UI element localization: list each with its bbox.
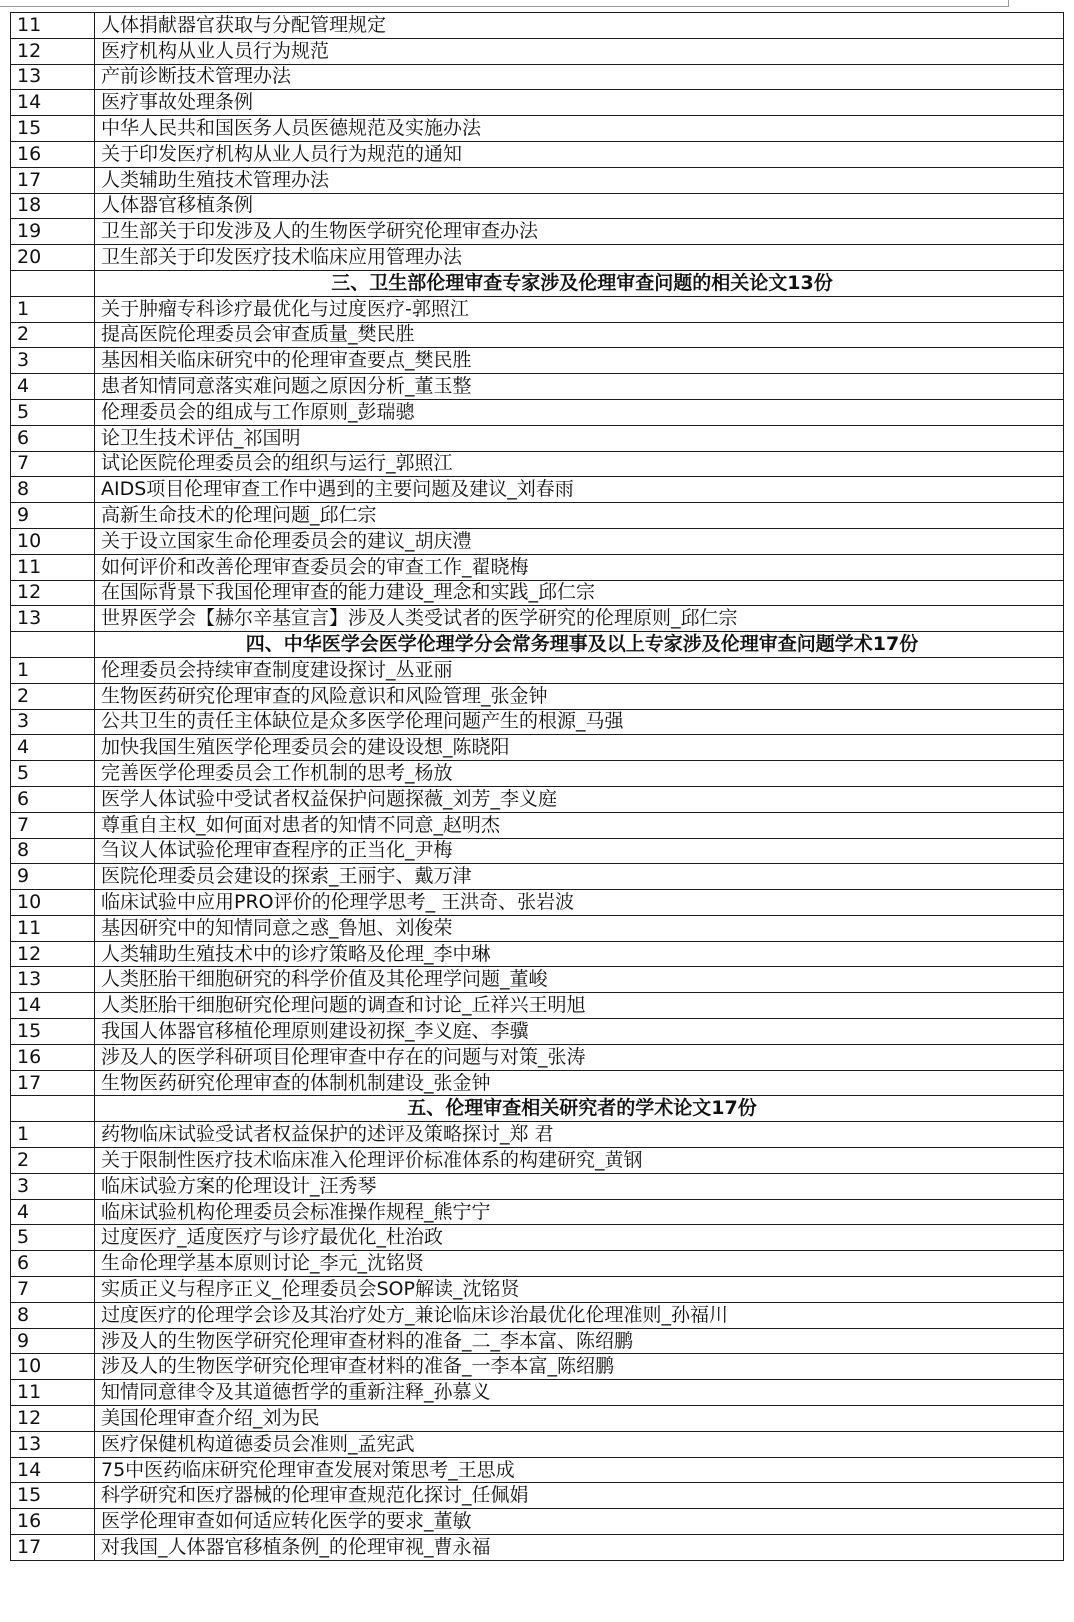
row-number: 3 (11, 348, 95, 374)
row-number: 6 (11, 786, 95, 812)
table-row (11, 528, 1064, 554)
row-title: 在国际背景下我国伦理审查的能力建设_理念和实践_邱仁宗 (95, 580, 1064, 606)
row-number: 13 (11, 606, 95, 632)
row-title: 知情同意律令及其道德哲学的重新注释_孙慕义 (95, 1380, 1064, 1406)
table-row (11, 580, 1064, 606)
table-row (11, 1354, 1064, 1380)
row-number: 16 (11, 1044, 95, 1070)
row-title: 临床试验方案的伦理设计_汪秀琴 (95, 1173, 1064, 1199)
table-row (11, 348, 1064, 374)
table-row (11, 1251, 1064, 1277)
table-row (11, 193, 1064, 219)
table-row (11, 554, 1064, 580)
row-title: 实质正义与程序正义_伦理委员会SOP解读_沈铭贤 (95, 1277, 1064, 1303)
table-row (11, 219, 1064, 245)
row-title: 医学伦理审查如何适应转化医学的要求_董敏 (95, 1509, 1064, 1535)
row-title: 关于限制性医疗技术临床准入伦理评价标准体系的构建研究_黄钢 (95, 1148, 1064, 1174)
table-row (11, 503, 1064, 529)
table-row (11, 477, 1064, 503)
table-row (11, 1483, 1064, 1509)
table-row (11, 1070, 1064, 1096)
table-row (11, 709, 1064, 735)
table-row (11, 38, 1064, 64)
row-title: AIDS项目伦理审查工作中遇到的主要问题及建议_刘春雨 (95, 477, 1064, 503)
row-title: 试论医院伦理委员会的组织与运行_郭照江 (95, 451, 1064, 477)
row-title: 关于印发医疗机构从业人员行为规范的通知 (95, 141, 1064, 167)
table-row (11, 425, 1064, 451)
table-row (11, 606, 1064, 632)
row-title: 对我国_人体器官移植条例_的伦理审视_曹永福 (95, 1535, 1064, 1561)
row-number: 4 (11, 1199, 95, 1225)
table-row (11, 761, 1064, 787)
row-number: 15 (11, 116, 95, 142)
table-row (11, 1173, 1064, 1199)
row-number: 9 (11, 864, 95, 890)
table-row (11, 941, 1064, 967)
row-title: 完善医学伦理委员会工作机制的思考_杨放 (95, 761, 1064, 787)
row-title: 人体器官移植条例 (95, 193, 1064, 219)
section-heading-row (11, 270, 1064, 296)
row-number: 13 (11, 64, 95, 90)
section-heading-number-cell (11, 270, 95, 296)
table-row (11, 374, 1064, 400)
row-title: 医疗机构从业人员行为规范 (95, 38, 1064, 64)
row-title: 医疗事故处理条例 (95, 90, 1064, 116)
row-title: 卫生部关于印发医疗技术临床应用管理办法 (95, 245, 1064, 271)
row-number: 7 (11, 1277, 95, 1303)
row-number: 3 (11, 709, 95, 735)
section-heading: 五、伦理审查相关研究者的学术论文17份 (95, 1096, 1064, 1122)
row-number: 14 (11, 993, 95, 1019)
row-title: 基因研究中的知情同意之惑_鲁旭、刘俊荣 (95, 915, 1064, 941)
row-title: 临床试验机构伦理委员会标准操作规程_熊宁宁 (95, 1199, 1064, 1225)
row-number: 11 (11, 554, 95, 580)
table-row (11, 786, 1064, 812)
row-number: 11 (11, 1380, 95, 1406)
row-title: 涉及人的生物医学研究伦理审查材料的准备_二_李本富、陈绍鹏 (95, 1328, 1064, 1354)
table-row (11, 141, 1064, 167)
row-title: 我国人体器官移植伦理原则建设初探_李义庭、李骥 (95, 1019, 1064, 1045)
section-heading-number-cell (11, 1096, 95, 1122)
row-number: 16 (11, 1509, 95, 1535)
row-title: 产前诊断技术管理办法 (95, 64, 1064, 90)
table-row (11, 116, 1064, 142)
row-number: 10 (11, 528, 95, 554)
table-row (11, 1457, 1064, 1483)
table-row (11, 1302, 1064, 1328)
table-row (11, 864, 1064, 890)
row-number: 14 (11, 1457, 95, 1483)
row-number: 2 (11, 322, 95, 348)
table-row (11, 812, 1064, 838)
table-row (11, 657, 1064, 683)
row-number: 3 (11, 1173, 95, 1199)
section-heading-number-cell (11, 632, 95, 658)
row-number: 6 (11, 425, 95, 451)
row-title: 临床试验中应用PRO评价的伦理学思考_ 王洪奇、张岩波 (95, 890, 1064, 916)
row-number: 8 (11, 477, 95, 503)
row-number: 15 (11, 1483, 95, 1509)
row-number: 13 (11, 967, 95, 993)
row-number: 5 (11, 761, 95, 787)
table-row (11, 245, 1064, 271)
row-title: 世界医学会【赫尔辛基宣言】涉及人类受试者的医学研究的伦理原则_邱仁宗 (95, 606, 1064, 632)
row-title: 涉及人的医学科研项目伦理审查中存在的问题与对策_张涛 (95, 1044, 1064, 1070)
row-title: 基因相关临床研究中的伦理审查要点_樊民胜 (95, 348, 1064, 374)
row-number: 1 (11, 296, 95, 322)
row-number: 16 (11, 141, 95, 167)
row-number: 7 (11, 451, 95, 477)
table-row (11, 90, 1064, 116)
table-row (11, 1199, 1064, 1225)
table-row (11, 451, 1064, 477)
row-title: 加快我国生殖医学伦理委员会的建设设想_陈晓阳 (95, 735, 1064, 761)
row-title: 公共卫生的责任主体缺位是众多医学伦理问题产生的根源_马强 (95, 709, 1064, 735)
row-title: 患者知情同意落实难问题之原因分析_董玉整 (95, 374, 1064, 400)
section-heading-row (11, 1096, 1064, 1122)
row-number: 8 (11, 838, 95, 864)
row-title: 尊重自主权_如何面对患者的知情不同意_赵明杰 (95, 812, 1064, 838)
table-row (11, 735, 1064, 761)
row-number: 12 (11, 941, 95, 967)
table-row (11, 1406, 1064, 1432)
row-title: 伦理委员会的组成与工作原则_彭瑞骢 (95, 399, 1064, 425)
row-number: 5 (11, 399, 95, 425)
row-number: 1 (11, 1122, 95, 1148)
table-row (11, 1148, 1064, 1174)
row-title: 过度医疗的伦理学会诊及其治疗处方_兼论临床诊治最优化伦理准则_孙福川 (95, 1302, 1064, 1328)
row-number: 13 (11, 1431, 95, 1457)
row-title: 医院伦理委员会建设的探索_王丽宇、戴万津 (95, 864, 1064, 890)
row-number: 12 (11, 38, 95, 64)
regulations-table (10, 12, 1064, 1561)
section-heading: 三、卫生部伦理审查专家涉及伦理审查问题的相关论文13份 (95, 270, 1064, 296)
table-row (11, 1044, 1064, 1070)
row-title: 生命伦理学基本原则讨论_李元_沈铭贤 (95, 1251, 1064, 1277)
row-number: 8 (11, 1302, 95, 1328)
row-title: 高新生命技术的伦理问题_邱仁宗 (95, 503, 1064, 529)
header-rule (0, 6, 1008, 7)
row-number: 11 (11, 915, 95, 941)
row-title: 人类胚胎干细胞研究的科学价值及其伦理学问题_董峻 (95, 967, 1064, 993)
row-number: 17 (11, 167, 95, 193)
row-title: 刍议人体试验伦理审查程序的正当化_尹梅 (95, 838, 1064, 864)
table-row (11, 64, 1064, 90)
table-row (11, 915, 1064, 941)
row-number: 9 (11, 503, 95, 529)
row-number: 12 (11, 580, 95, 606)
row-number: 4 (11, 735, 95, 761)
row-title: 关于肿瘤专科诊疗最优化与过度医疗-郭照江 (95, 296, 1064, 322)
section-heading: 四、中华医学会医学伦理学分会常务理事及以上专家涉及伦理审查问题学术17份 (95, 632, 1064, 658)
row-number: 15 (11, 1019, 95, 1045)
table-row (11, 838, 1064, 864)
row-number: 17 (11, 1070, 95, 1096)
row-title: 药物临床试验受试者权益保护的述评及策略探讨_郑 君 (95, 1122, 1064, 1148)
row-number: 2 (11, 683, 95, 709)
section-heading-row (11, 632, 1064, 658)
row-title: 医学人体试验中受试者权益保护问题探薇_刘芳_李义庭 (95, 786, 1064, 812)
row-title: 人类辅助生殖技术中的诊疗策略及伦理_李中琳 (95, 941, 1064, 967)
row-number: 10 (11, 1354, 95, 1380)
table-row (11, 322, 1064, 348)
row-title: 伦理委员会持续审查制度建设探讨_丛亚丽 (95, 657, 1064, 683)
row-title: 美国伦理审查介绍_刘为民 (95, 1406, 1064, 1432)
row-title: 如何评价和改善伦理审查委员会的审查工作_翟晓梅 (95, 554, 1064, 580)
table-row (11, 683, 1064, 709)
table-row (11, 1431, 1064, 1457)
row-number: 7 (11, 812, 95, 838)
row-title: 人类胚胎干细胞研究伦理问题的调查和讨论_丘祥兴王明旭 (95, 993, 1064, 1019)
table-body (11, 13, 1064, 1561)
row-number: 20 (11, 245, 95, 271)
row-title: 生物医药研究伦理审查的风险意识和风险管理_张金钟 (95, 683, 1064, 709)
row-number: 9 (11, 1328, 95, 1354)
row-number: 11 (11, 13, 95, 39)
table-row (11, 1380, 1064, 1406)
table-row (11, 1122, 1064, 1148)
table-row (11, 167, 1064, 193)
table-row (11, 1277, 1064, 1303)
table-row (11, 1225, 1064, 1251)
row-title: 过度医疗_适度医疗与诊疗最优化_杜治政 (95, 1225, 1064, 1251)
row-number: 10 (11, 890, 95, 916)
row-title: 关于设立国家生命伦理委员会的建议_胡庆澧 (95, 528, 1064, 554)
table-row (11, 993, 1064, 1019)
table-row (11, 890, 1064, 916)
row-number: 19 (11, 219, 95, 245)
table-row (11, 1509, 1064, 1535)
row-title: 中华人民共和国医务人员医德规范及实施办法 (95, 116, 1064, 142)
row-title: 卫生部关于印发涉及人的生物医学研究伦理审查办法 (95, 219, 1064, 245)
row-number: 6 (11, 1251, 95, 1277)
row-number: 5 (11, 1225, 95, 1251)
table-row (11, 296, 1064, 322)
header-rule-tick (1008, 0, 1009, 7)
row-number: 1 (11, 657, 95, 683)
row-number: 18 (11, 193, 95, 219)
row-number: 17 (11, 1535, 95, 1561)
row-title: 75中医药临床研究伦理审查发展对策思考_王思成 (95, 1457, 1064, 1483)
row-title: 提高医院伦理委员会审查质量_樊民胜 (95, 322, 1064, 348)
table-row (11, 1328, 1064, 1354)
table-row (11, 1019, 1064, 1045)
row-title: 论卫生技术评估_祁国明 (95, 425, 1064, 451)
row-number: 2 (11, 1148, 95, 1174)
table-row (11, 399, 1064, 425)
table-row (11, 13, 1064, 39)
row-number: 4 (11, 374, 95, 400)
table-row (11, 1535, 1064, 1561)
row-title: 生物医药研究伦理审查的体制机制建设_张金钟 (95, 1070, 1064, 1096)
row-number: 14 (11, 90, 95, 116)
row-title: 涉及人的生物医学研究伦理审查材料的准备_一李本富_陈绍鹏 (95, 1354, 1064, 1380)
table-row (11, 967, 1064, 993)
row-number: 12 (11, 1406, 95, 1432)
row-title: 科学研究和医疗器械的伦理审查规范化探讨_任佩娟 (95, 1483, 1064, 1509)
row-title: 人类辅助生殖技术管理办法 (95, 167, 1064, 193)
row-title: 人体捐献器官获取与分配管理规定 (95, 13, 1064, 39)
row-title: 医疗保健机构道德委员会准则_孟宪武 (95, 1431, 1064, 1457)
